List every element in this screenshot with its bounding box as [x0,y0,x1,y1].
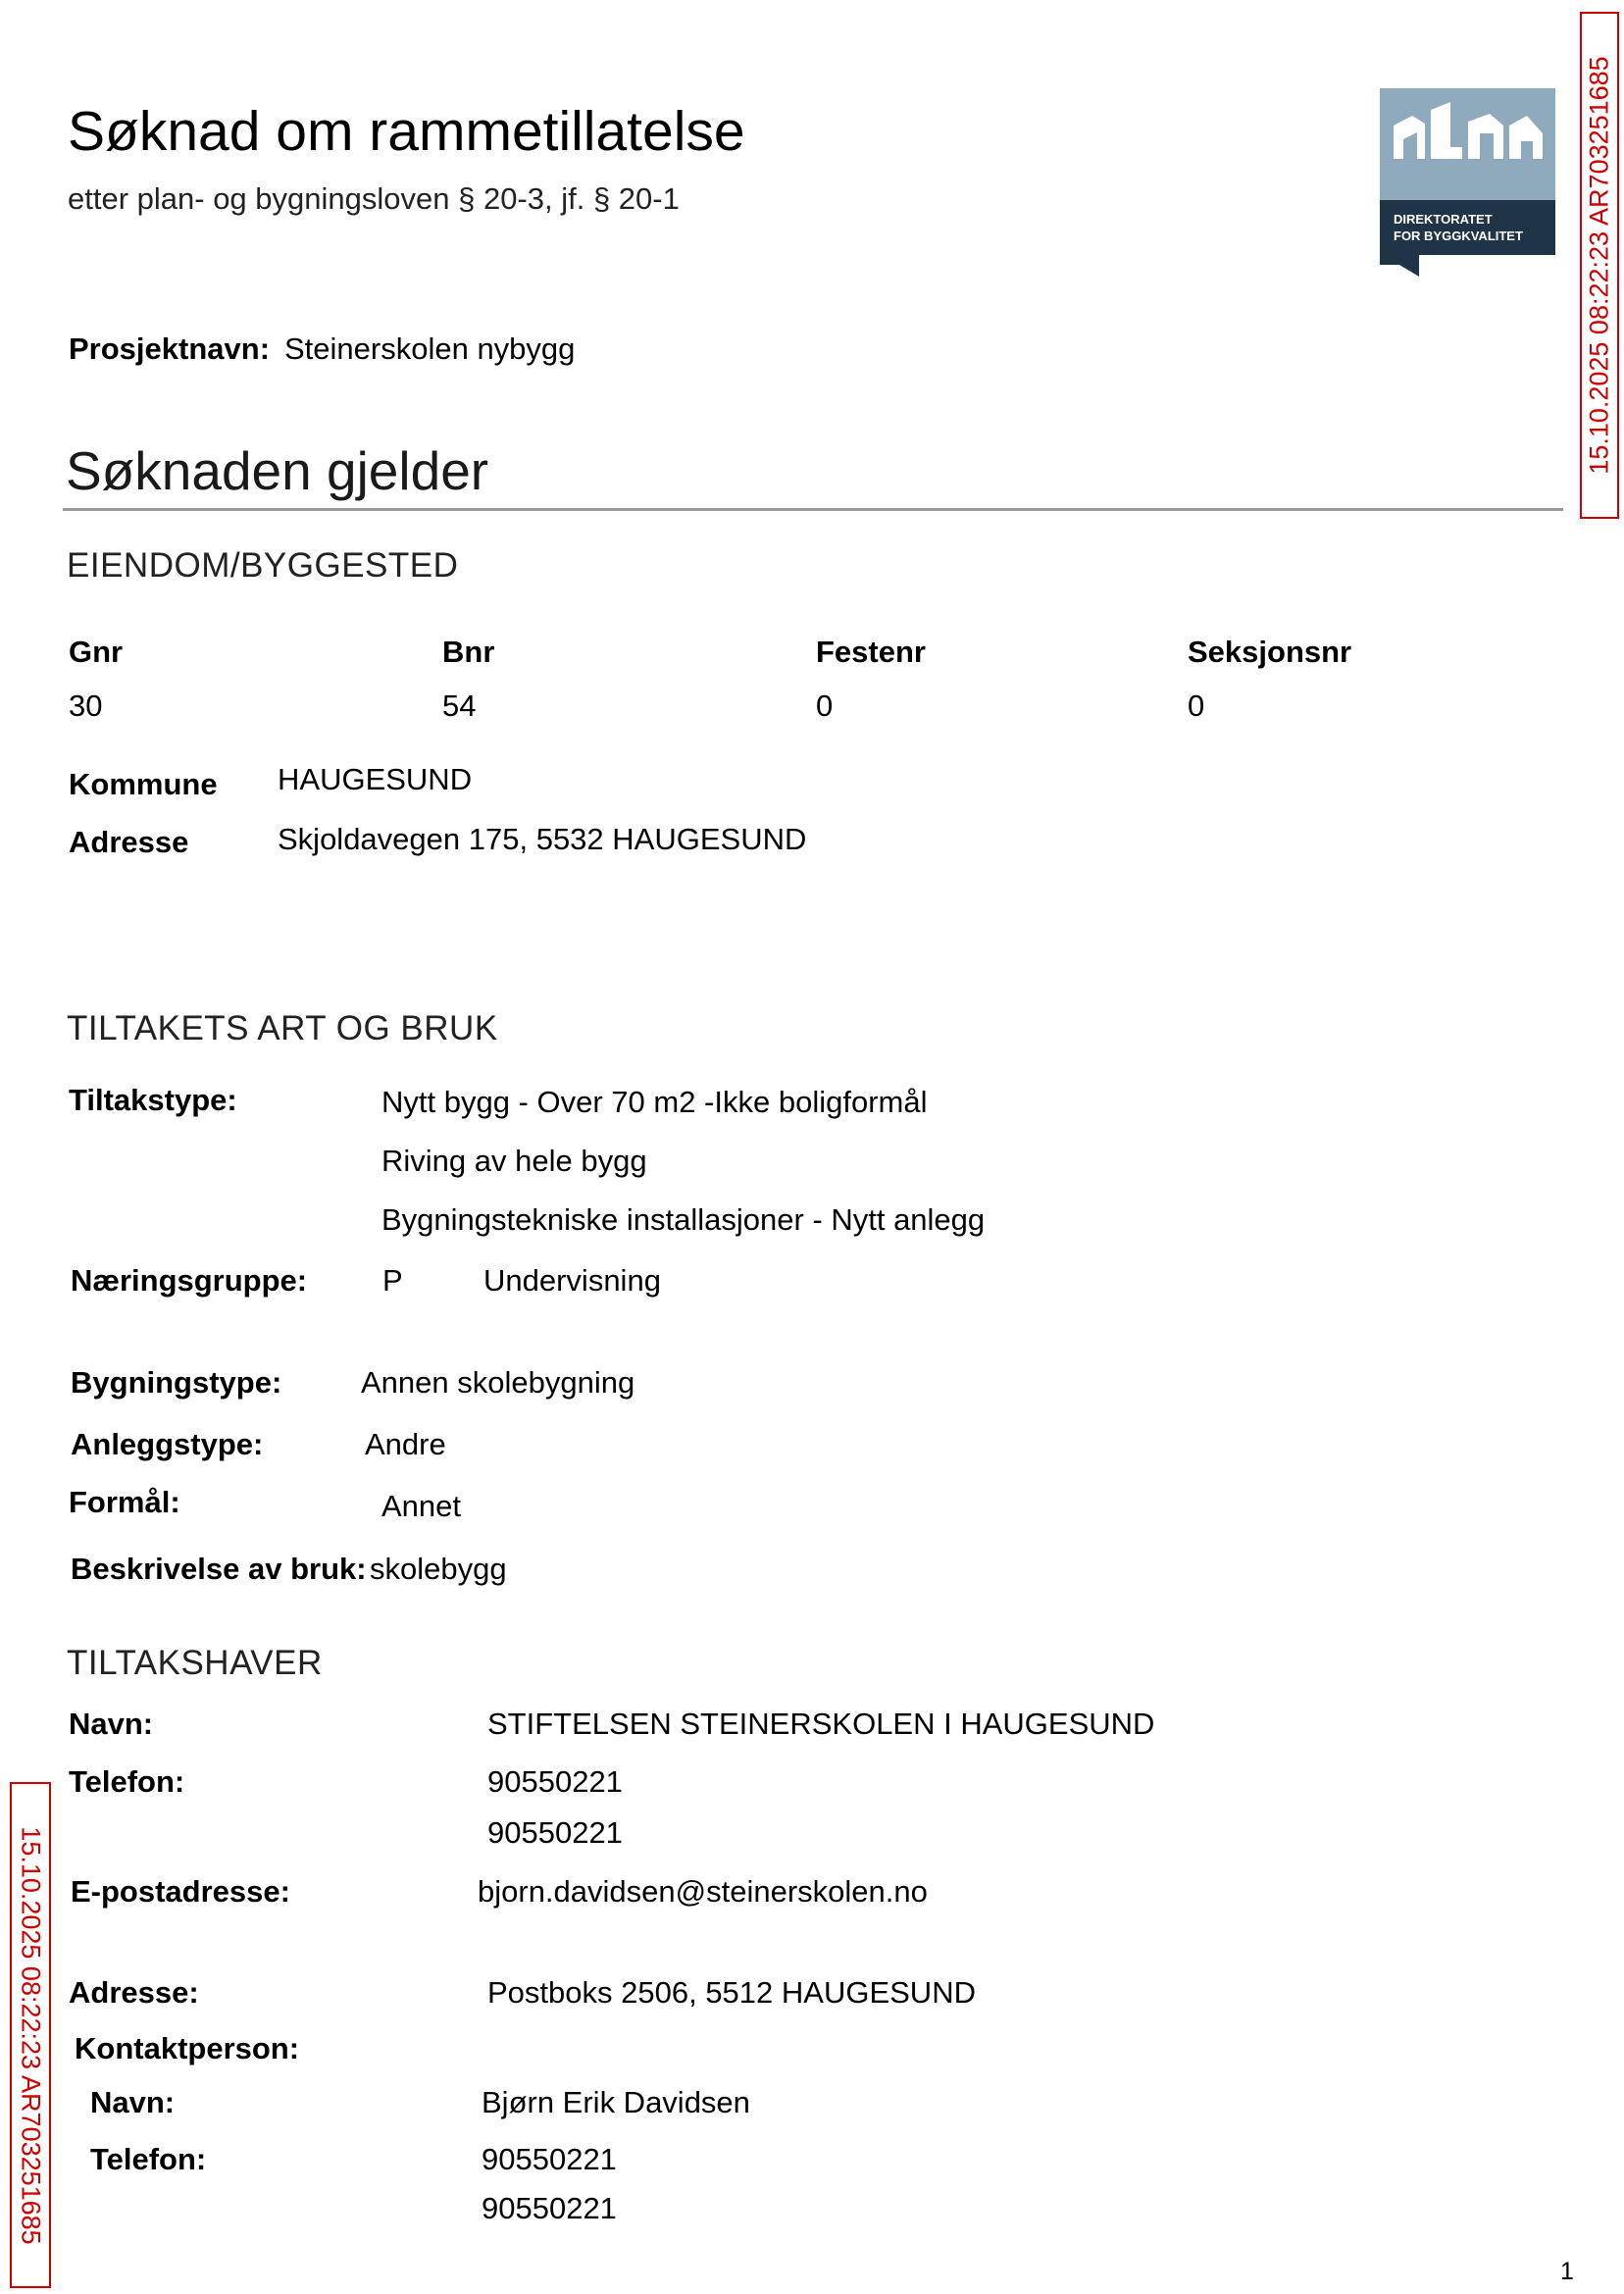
bygningstype-value: Annen skolebygning [361,1365,635,1400]
property-heading: EIENDOM/BYGGESTED [67,546,459,585]
tiltakstype-label: Tiltakstype: [69,1083,237,1117]
bygningstype-label: Bygningstype: [71,1365,282,1400]
project-label: Prosjektnavn: [69,331,271,366]
tiltakshaver-navn-label: Navn: [69,1707,154,1741]
tiltak-heading: TILTAKETS ART OG BRUK [67,1009,498,1047]
tiltakstype-item: Nytt bygg - Over 70 m2 -Ikke boligformål [381,1085,928,1119]
tiltakshaver-telefon-label: Telefon: [69,1764,185,1799]
kontaktperson-label: Kontaktperson: [75,2031,300,2065]
value-festenr: 0 [816,688,834,723]
column-header-bnr: Bnr [442,635,495,669]
receipt-stamp-top [1580,12,1619,519]
project-value: Steinerskolen nybygg [284,331,576,366]
receipt-stamp-text: 15.10.2025 08:22:23 AR703251685 [1584,56,1614,475]
column-header-gnr: Gnr [69,635,124,669]
column-header-seksjonsnr: Seksjonsnr [1188,635,1352,669]
epost-label: E-postadresse: [71,1874,290,1909]
tiltakshaver-telefon-value: 90550221 [487,1764,623,1799]
dibk-logo [1380,88,1555,277]
tiltakstype-item: Riving av hele bygg [381,1144,647,1178]
formal-label: Formål: [69,1485,180,1519]
naeringsgruppe-value: Undervisning [483,1263,661,1298]
value-gnr: 30 [69,688,103,723]
adresse-label: Adresse [69,825,189,859]
tiltakshaver-adresse-value: Postboks 2506, 5512 HAUGESUND [487,1975,976,2010]
beskrivelse-label: Beskrivelse av bruk: [71,1552,367,1586]
kontakt-telefon-label: Telefon: [90,2142,207,2176]
naeringsgruppe-code: P [382,1263,403,1298]
document-title: Søknad om rammetillatelse [68,100,745,163]
page-number: 1 [1560,2258,1574,2285]
tiltakshaver-telefon-value: 90550221 [487,1815,623,1850]
tiltakshaver-heading: TILTAKSHAVER [67,1644,323,1682]
naeringsgruppe-label: Næringsgruppe: [71,1263,308,1298]
adresse-value: Skjoldavegen 175, 5532 HAUGESUND [278,822,807,856]
column-header-festenr: Festenr [816,635,926,669]
section-title: Søknaden gjelder [66,440,489,501]
kommune-value: HAUGESUND [278,762,473,796]
section-divider [63,508,1563,511]
epost-value: bjorn.davidsen@steinerskolen.no [478,1874,928,1909]
value-bnr: 54 [442,688,477,723]
tiltakshaver-adresse-label: Adresse: [69,1975,199,2010]
kontakt-telefon-value: 90550221 [482,2191,617,2225]
logo-text-line1: DIREKTORATET [1394,212,1493,227]
beskrivelse-value: skolebygg [370,1552,507,1586]
anleggstype-value: Andre [365,1427,446,1461]
logo-text-line2: FOR BYGGKVALITET [1394,229,1523,243]
anleggstype-label: Anleggstype: [71,1427,264,1461]
receipt-stamp-text: 15.10.2025 08:22:23 AR703251685 [16,1825,46,2245]
kontakt-telefon-value: 90550221 [482,2142,617,2176]
kommune-label: Kommune [69,767,218,801]
kontakt-navn-value: Bjørn Erik Davidsen [482,2085,750,2119]
formal-value: Annet [381,1489,462,1523]
tiltakstype-item: Bygningstekniske installasjoner - Nytt anlegg [381,1202,986,1237]
tiltakshaver-navn-value: STIFTELSEN STEINERSKOLEN I HAUGESUND [487,1707,1155,1741]
document-subtitle: etter plan- og bygningsloven § 20-3, jf. § 20-1 [68,181,680,216]
value-seksjonsnr: 0 [1188,688,1205,723]
receipt-stamp-side [10,1782,51,2288]
kontakt-navn-label: Navn: [90,2085,176,2119]
